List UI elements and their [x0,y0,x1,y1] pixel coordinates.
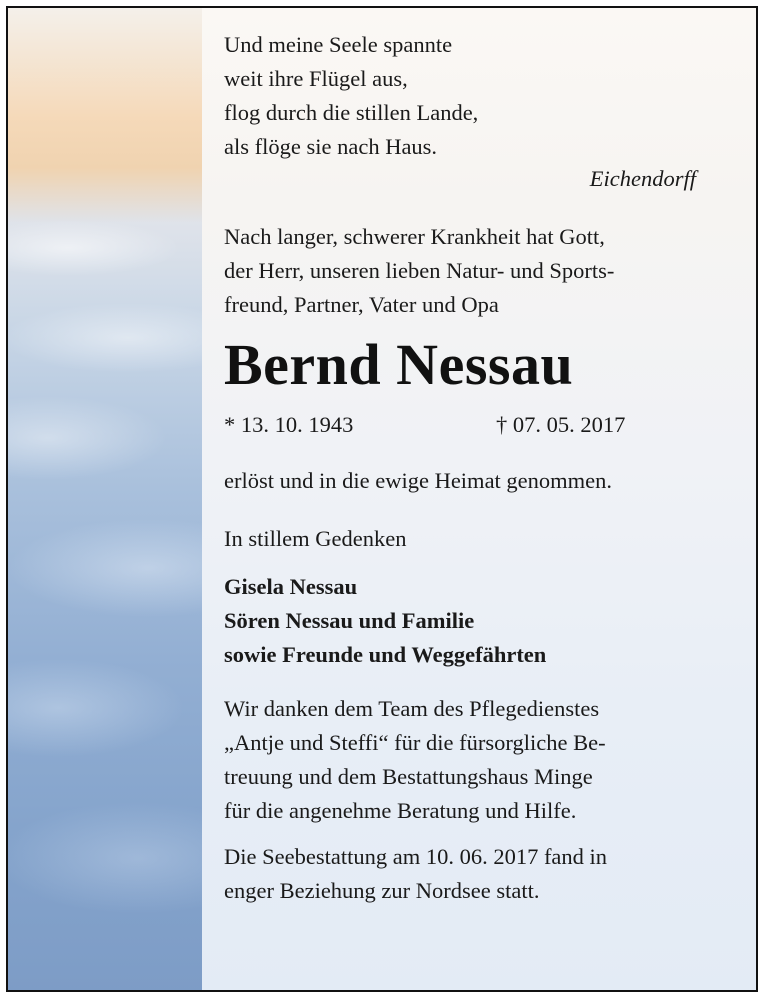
thanks-line: Wir danken dem Team des Pflegedienstes [224,696,600,721]
intro-line: Nach langer, schwerer Krankheit hat Gott, [224,224,605,249]
release-text: erlöst und in die ewige Heimat genommen. [224,468,613,493]
thanks-line: treuung und dem Bestattungshaus Minge [224,764,593,789]
poem-line: als flöge sie nach Haus. [224,134,438,159]
intro-text [224,220,740,322]
mourner: sowie Freunde und Weggefährten [224,642,547,667]
poem-line: flog durch die stillen Lande, [224,100,479,125]
mourner: Gisela Nessau [224,574,358,599]
death-date: † 07. 05. 2017 [496,412,626,437]
mourners-list [224,570,740,672]
intro-line: der Herr, unseren lieben Natur- und Sports- [224,258,615,283]
poem-author: Eichendorff [589,166,696,191]
mourner: Sören Nessau und Familie [224,608,475,633]
intro-line: freund, Partner, Vater und Opa [224,292,499,317]
burial-text [224,840,740,908]
thanks-text [224,692,740,828]
burial-line: enger Beziehung zur Nordsee statt. [224,878,540,903]
thanks-line: für die angenehme Beratung und Hilfe. [224,798,577,823]
poem [224,28,740,164]
birth-date: * 13. 10. 1943 [224,412,354,437]
deceased-name: Bernd Nessau [224,332,574,397]
burial-line: Die Seebestattung am 10. 06. 2017 fand in [224,844,608,869]
poem-line: weit ihre Flügel aus, [224,66,408,91]
memory-text: In stillem Gedenken [224,526,407,551]
thanks-line: „Antje und Steffi“ für die fürsorgliche Be- [224,730,606,755]
poem-line: Und meine Seele spannte [224,32,453,57]
life-dates [224,408,740,442]
cloud-sky-image [8,8,202,990]
obituary-content [224,28,740,908]
